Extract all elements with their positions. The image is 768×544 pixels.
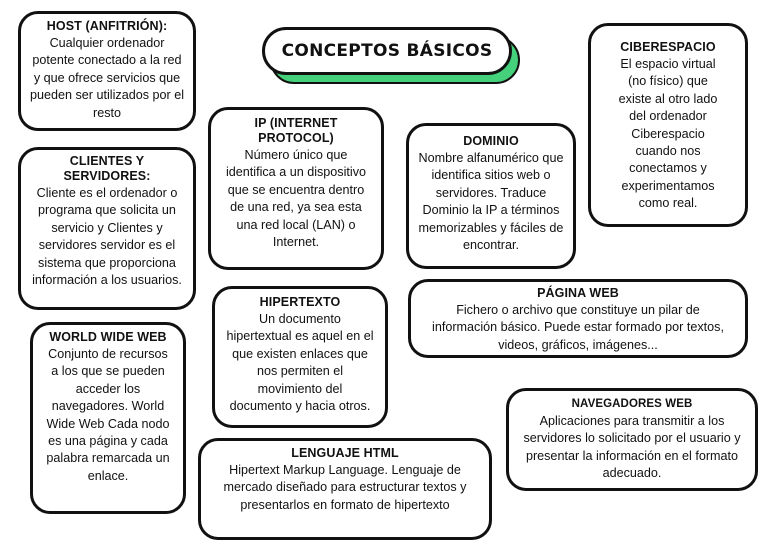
concept-text: Hipertext Markup Language. Lenguaje de mercado diseñado para estructurar textos y presentarlos en formato de hipertexto	[223, 463, 467, 512]
concept-text: Cliente es el ordenador o programa que solicita un servicio y Clientes y servidores servidor es el sistema que proporciona información a los usuarios.	[32, 186, 182, 288]
concept-heading: HOST (ANFITRIÓN):	[46, 19, 168, 33]
concept-heading: HIPERTEXTO	[259, 295, 341, 309]
concept-heading: PÁGINA WEB	[537, 286, 619, 300]
concept-text: El espacio virtual (no físico) que existe al otro lado del ordenador Ciberespacio cuando nos conectamos y experimentamos como real.	[618, 57, 718, 211]
concept-text: Un documento hipertextual es aquel en el que existen enlaces que nos permiten el movimiento del documento y hacia otros.	[226, 312, 374, 414]
concept-box-ciberespacio	[588, 23, 748, 227]
concept-text: Número único que identifica a un dispositivo que se encuentra dentro de una red, ya sea esta una red local (LAN) o Internet.	[225, 148, 366, 250]
concept-heading: IP (INTERNET PROTOCOL)	[254, 116, 338, 145]
title-badge	[262, 27, 524, 87]
title-pill	[262, 27, 512, 75]
concept-heading: WORLD WIDE WEB	[49, 330, 167, 344]
concept-box-navegadores-web	[506, 388, 758, 491]
concept-text: Fichero o archivo que constituye un pilar de información básico. Puede estar formado por textos, videos, gráficos, imágenes...	[432, 303, 724, 352]
page-title: CONCEPTOS BÁSICOS	[281, 41, 493, 61]
concept-box-pagina-web	[408, 279, 748, 358]
concept-box-ip	[208, 107, 384, 270]
concept-heading: DOMINIO	[463, 134, 519, 148]
concept-text: Aplicaciones para transmitir a los servidores lo solicitado por el usuario y presentar la información en el formato adecuado.	[523, 414, 741, 481]
concept-box-host	[18, 11, 196, 131]
concept-box-clientes-servidores	[18, 147, 196, 310]
concept-heading: LENGUAJE HTML	[291, 446, 399, 460]
concept-box-hipertexto	[212, 286, 388, 428]
concept-box-dominio	[406, 123, 576, 269]
concept-heading: CLIENTES Y SERVIDORES:	[63, 154, 151, 183]
concept-heading: NAVEGADORES WEB	[571, 398, 693, 410]
concept-heading: CIBERESPACIO	[620, 40, 716, 54]
concept-box-lenguaje-html	[198, 438, 492, 540]
concept-text: Conjunto de recursos a los que se pueden acceder los navegadores. World Wide Web Cada nodo es una página y cada palabra remarcada un enlace.	[46, 347, 170, 483]
concept-text: Nombre alfanumérico que identifica sitios web o servidores. Traduce Dominio la IP a términos memorizables y fáciles de encontrar.	[418, 151, 564, 253]
concept-text: Cualquier ordenador potente conectado a la red y que ofrece servicios que pueden ser utilizados por el resto	[29, 36, 185, 120]
concept-box-world-wide-web	[30, 322, 186, 514]
